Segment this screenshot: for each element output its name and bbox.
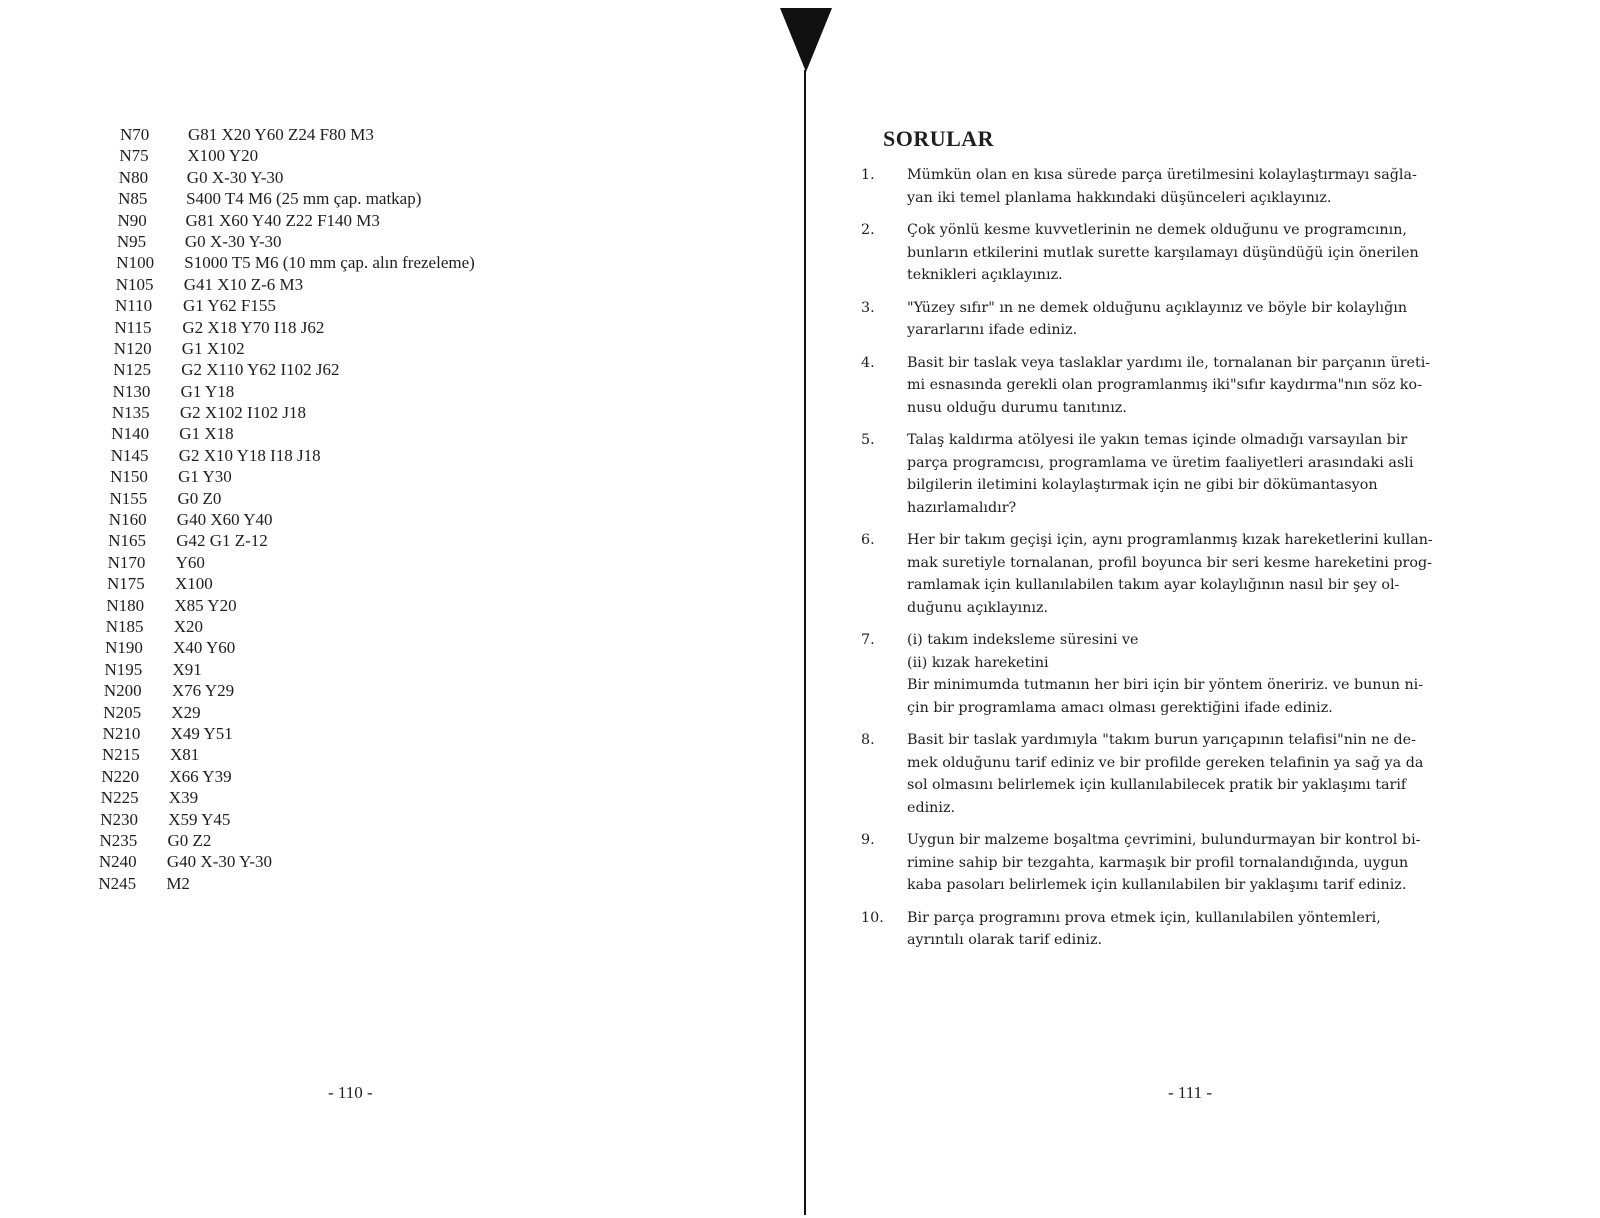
question-item	[861, 729, 1481, 819]
program-line	[110, 488, 475, 509]
question-line: Uygun bir malzeme boşaltma çevrimini, bulundurmayan bir kontrol bi-	[907, 832, 1421, 848]
block-code: G1 Y62 F155	[183, 296, 276, 316]
block-number: N90	[117, 210, 147, 230]
block-number: N180	[106, 595, 145, 615]
block-code: X40 Y60	[173, 638, 236, 658]
block-number: N135	[111, 403, 150, 423]
left-page-number: - 110 -	[328, 1083, 373, 1102]
question-line: sol olmasını belirlemek için kullanılabilecek pratik bir yaklaşımı tarif	[907, 777, 1407, 793]
block-number: N185	[105, 616, 144, 636]
block-number: N200	[103, 681, 142, 701]
program-line	[116, 274, 475, 295]
block-code: G42 G1 Z-12	[176, 531, 268, 551]
program-line	[98, 873, 474, 894]
block-code: X76 Y29	[171, 681, 235, 701]
program-line	[118, 210, 475, 231]
question-text	[907, 729, 1481, 819]
block-number: N120	[113, 338, 152, 358]
question-line: hazırlamalıdır?	[907, 499, 1017, 516]
question-number: 4.	[861, 354, 875, 371]
block-code: G0 Z2	[167, 830, 212, 850]
program-line	[104, 680, 475, 701]
question-item	[861, 429, 1481, 519]
program-line	[114, 338, 475, 359]
program-line	[114, 317, 474, 338]
question-number: 7.	[861, 632, 875, 648]
question-number: 1.	[861, 167, 875, 183]
block-number: N195	[104, 659, 143, 679]
block-code: X100	[175, 574, 213, 594]
question-line: "Yüzey sıfır" ın ne demek olduğunu açıklayınız ve böyle bir kolaylığın	[907, 299, 1408, 316]
block-code: G2 X10 Y18 I18 J18	[178, 445, 321, 465]
block-number: N205	[103, 702, 142, 722]
program-line	[102, 744, 475, 765]
block-code: G81 X60 Y40 Z22 F140 M3	[185, 210, 380, 230]
block-code: G40 X-30 Y-30	[166, 852, 273, 872]
question-number: 9.	[861, 832, 875, 848]
block-code: G0 X-30 Y-30	[186, 167, 284, 187]
question-text	[907, 164, 1481, 209]
question-line: ayrıntılı olarak tarif ediniz.	[907, 932, 1103, 948]
program-line	[105, 637, 475, 658]
nc-program-listing	[100, 124, 475, 894]
program-line	[115, 295, 475, 316]
block-code: X39	[168, 788, 199, 808]
question-line: Çok yönlü kesme kuvvetlerinin ne demek olduğunu ve programcının,	[907, 222, 1407, 238]
question-line: ediniz.	[907, 799, 956, 816]
program-line	[113, 359, 475, 380]
program-line	[113, 381, 475, 402]
block-number: N155	[109, 488, 148, 508]
question-item	[861, 629, 1481, 719]
block-code: G0 X-30 Y-30	[184, 231, 282, 251]
program-line	[118, 188, 475, 209]
block-number: N240	[98, 852, 137, 872]
question-line: bunların etkilerini mutlak surette karşılamayı düşündüğü için önerilen	[907, 244, 1419, 261]
block-code: G2 X102 I102 J18	[179, 403, 306, 423]
block-code: G2 X110 Y62 I102 J62	[181, 360, 340, 380]
question-line: Bir minimumda tutmanın her biri için bir yöntem öneririz. ve bunun ni-	[907, 677, 1424, 693]
question-item	[861, 297, 1481, 342]
question-text	[907, 629, 1481, 719]
block-number: N225	[100, 788, 139, 808]
question-line: kaba pasoları belirlemek için kullanılabilen bir yaklaşımı tarif ediniz.	[907, 877, 1407, 893]
question-line: (ii) kızak hareketini	[907, 654, 1049, 671]
program-line	[100, 809, 475, 830]
question-line: Bir parça programını prova etmek için, kullanılabilen yöntemleri,	[907, 909, 1381, 926]
block-number: N150	[110, 467, 148, 487]
block-number: N125	[113, 360, 151, 380]
question-line: Basit bir taslak yardımıyla "takım burun yarıçapının telafisi"nin ne de-	[907, 732, 1416, 748]
block-code: G1 Y18	[180, 381, 235, 401]
block-code: X49 Y51	[170, 723, 233, 743]
program-line	[120, 124, 475, 145]
program-line	[101, 766, 474, 787]
question-number: 10.	[861, 909, 884, 926]
program-line	[111, 423, 475, 444]
block-code: X59 Y45	[168, 809, 231, 829]
block-number: N160	[108, 510, 147, 530]
question-text	[907, 352, 1481, 420]
block-number: N215	[102, 745, 140, 765]
question-text	[907, 297, 1481, 342]
block-number: N245	[98, 873, 137, 893]
question-item	[861, 907, 1481, 952]
right-page	[805, 0, 1600, 1218]
question-number: 3.	[861, 299, 875, 316]
block-code: G41 X10 Z-6 M3	[183, 274, 304, 294]
block-number: N70	[120, 125, 150, 144]
program-line	[101, 787, 475, 808]
block-code: G81 X20 Y60 Z24 F80 M3	[188, 125, 374, 144]
block-number: N235	[99, 830, 138, 850]
block-number: N140	[111, 424, 150, 444]
question-number: 2.	[861, 222, 875, 238]
question-line: Talaş kaldırma atölyesi ile yakın temas içinde olmadığı varsayılan bir	[907, 432, 1408, 448]
question-line: teknikleri açıklayınız.	[907, 267, 1063, 283]
question-line: mi esnasında gerekli olan programlanmış iki"sıfır kaydırma"nın söz ko-	[907, 377, 1422, 393]
question-text	[907, 529, 1481, 619]
block-code: X20	[173, 616, 203, 636]
block-code: X100 Y20	[187, 146, 259, 166]
program-line	[103, 723, 475, 744]
program-line	[119, 167, 475, 188]
block-code: X85 Y20	[174, 595, 237, 615]
block-code: G1 Y30	[178, 467, 232, 487]
block-code: S400 T4 M6 (25 mm çap. matkap)	[186, 189, 422, 209]
block-number: N190	[105, 638, 143, 658]
question-list	[861, 164, 1481, 962]
program-line	[105, 659, 475, 680]
block-number: N80	[118, 167, 149, 187]
question-item	[861, 219, 1481, 287]
program-line	[110, 466, 475, 487]
question-line: ramlamak için kullanılabilen takım ayar kolaylığının nasıl bir şey ol-	[907, 577, 1400, 593]
question-line: parça programcısı, programlama ve üretim faaliyetleri arasındaki asli	[907, 454, 1414, 471]
block-code: G0 Z0	[177, 488, 222, 508]
right-page-number: - 111 -	[1168, 1083, 1213, 1102]
block-number: N100	[116, 253, 155, 273]
question-text	[907, 219, 1481, 287]
program-line	[106, 595, 474, 616]
program-line	[107, 573, 475, 594]
block-number: N230	[100, 809, 138, 829]
block-code: X91	[172, 659, 202, 679]
question-item	[861, 352, 1481, 420]
block-code: G40 X60 Y40	[176, 510, 273, 530]
question-line: yan iki temel planlama hakkındaki düşünceleri açıklayınız.	[907, 189, 1332, 206]
program-line	[119, 145, 474, 166]
program-line	[112, 402, 475, 423]
question-text	[907, 907, 1481, 952]
block-code: G1 X102	[181, 338, 245, 358]
block-code: X81	[170, 745, 200, 765]
question-text	[907, 429, 1481, 519]
block-number: N105	[115, 274, 154, 294]
question-item	[861, 164, 1481, 209]
question-line: Her bir takım geçişi için, aynı programlanmış kızak hareketlerini kullan-	[907, 532, 1433, 548]
program-line	[108, 552, 475, 573]
block-number: N95	[116, 231, 147, 251]
program-line	[116, 252, 475, 273]
block-number: N85	[118, 189, 148, 209]
question-number: 8.	[861, 732, 875, 748]
program-line	[109, 509, 475, 530]
question-line: duğunu açıklayınız.	[907, 599, 1049, 616]
question-line: mek olduğunu tarif ediniz ve bir profilde gereken telafinin ya sağ ya da	[907, 754, 1424, 771]
program-line	[99, 851, 475, 872]
block-code: S1000 T5 M6 (10 mm çap. alın frezeleme)	[184, 253, 475, 273]
block-number: N170	[107, 552, 146, 572]
block-number: N115	[114, 317, 152, 337]
block-number: N175	[107, 574, 145, 594]
question-line: Basit bir taslak veya taslaklar yardımı ile, tornalanan bir parçanın üreti-	[907, 354, 1431, 371]
program-line	[100, 830, 475, 851]
block-number: N210	[102, 723, 141, 743]
question-line: rimine sahip bir tezgahta, karmaşık bir profil tornalandığında, uygun	[907, 854, 1409, 871]
block-code: Y60	[175, 552, 205, 572]
program-line	[108, 530, 475, 551]
block-number: N110	[115, 296, 153, 316]
block-number: N75	[119, 146, 149, 166]
block-number: N130	[112, 381, 151, 401]
block-code: M2	[166, 873, 190, 893]
question-line: nusu olduğu durumu tanıtınız.	[907, 399, 1127, 416]
block-code: G1 X18	[179, 424, 234, 444]
question-line: Mümkün olan en kısa sürede parça üretilmesini kolaylaştırmayı sağla-	[907, 167, 1417, 183]
program-line	[103, 702, 475, 723]
question-number: 6.	[861, 532, 875, 548]
question-text	[907, 829, 1481, 897]
question-item	[861, 529, 1481, 619]
block-code: X66 Y39	[169, 766, 232, 786]
program-line	[117, 231, 475, 252]
block-number: N220	[101, 766, 140, 786]
question-line: bilgilerin iletimini kolaylaştırmak için ne gibi bir dökümantasyon	[907, 477, 1378, 493]
question-number: 5.	[861, 432, 875, 448]
block-number: N145	[110, 445, 149, 465]
block-code: X29	[171, 702, 201, 722]
program-line	[106, 616, 475, 637]
question-line: yararlarını ifade ediniz.	[907, 322, 1078, 338]
question-line: mak suretiyle tornalanan, profil boyunca bir seri kesme hareketini prog-	[907, 554, 1432, 571]
program-line	[111, 445, 475, 466]
block-code: G2 X18 Y70 I18 J62	[182, 317, 325, 337]
block-number: N165	[108, 531, 146, 551]
question-line: (i) takım indeksleme süresini ve	[907, 632, 1139, 648]
question-item	[861, 829, 1481, 897]
section-heading: SORULAR	[883, 126, 995, 151]
question-line: çin bir programlama amacı olması gerektiğini ifade ediniz.	[907, 699, 1333, 716]
